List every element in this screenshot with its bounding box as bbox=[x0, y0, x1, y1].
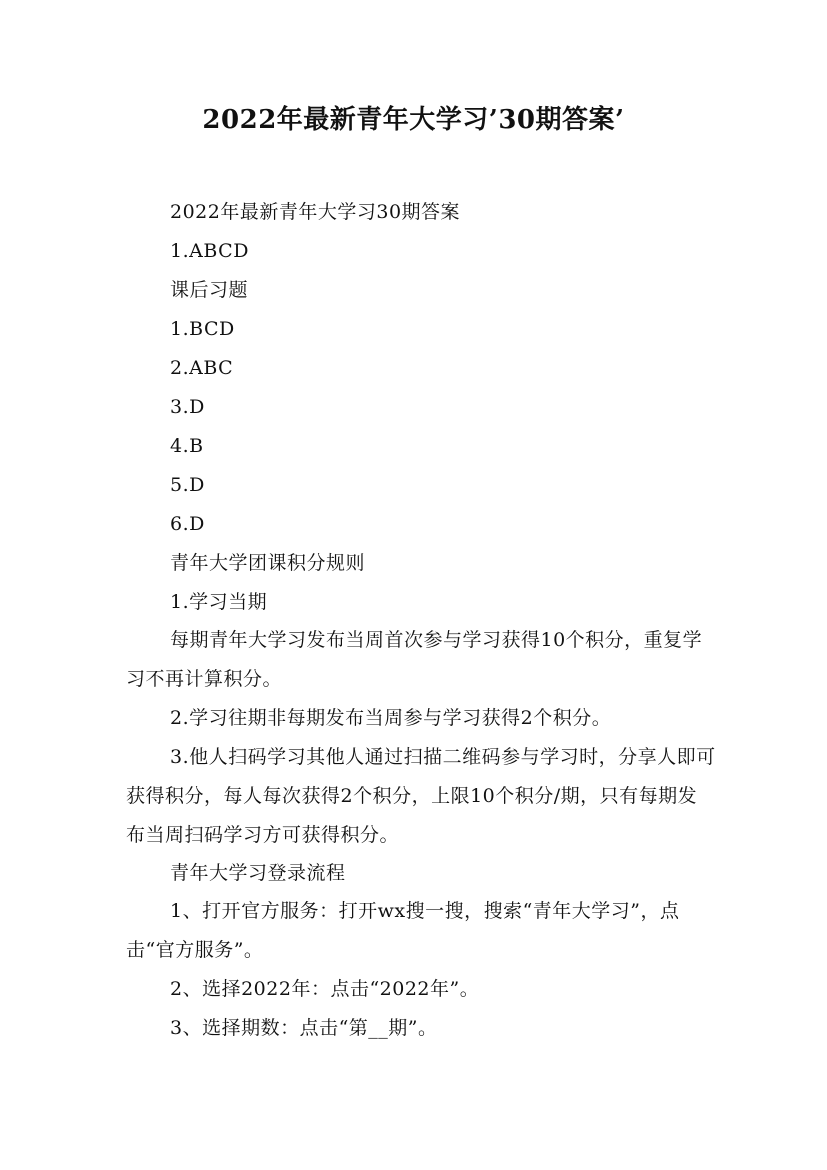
exercise-3: 3.D bbox=[170, 396, 205, 418]
rule-2: 2.学习往期非每期发布当周参与学习获得2个积分。 bbox=[170, 707, 612, 729]
exercise-5: 5.D bbox=[170, 474, 205, 496]
section-login: 青年大学习登录流程 bbox=[170, 862, 346, 884]
rule-1-heading: 1.学习当期 bbox=[170, 591, 268, 613]
exercise-1: 1.BCD bbox=[170, 318, 235, 340]
subtitle: 2022年最新青年大学习30期答案 bbox=[170, 201, 461, 223]
exercise-4: 4.B bbox=[170, 435, 204, 457]
step-3: 3、选择期数：点击“第__期”。 bbox=[170, 1017, 438, 1039]
rule-1-body: 每期青年大学习发布当周首次参与学习获得10个积分，重复学习不再计算积分。 bbox=[126, 629, 703, 690]
document-title: 2022年最新青年大学习’30期答案’ bbox=[202, 105, 625, 135]
answer-1: 1.ABCD bbox=[170, 240, 249, 262]
step-2: 2、选择2022年：点击“2022年”。 bbox=[170, 978, 480, 1000]
section-exercises: 课后习题 bbox=[170, 279, 249, 301]
section-rules: 青年大学团课积分规则 bbox=[170, 552, 366, 574]
exercise-6: 6.D bbox=[170, 513, 205, 535]
step-1: 1、打开官方服务：打开wx搜一搜，搜索“青年大学习”，点击“官方服务”。 bbox=[126, 900, 680, 961]
rule-3: 3.他人扫码学习其他人通过扫描二维码参与学习时，分享人即可获得积分，每人每次获得2个积分，上限10个积分/期，只有每期发布当周扫码学习方可获得积分。 bbox=[126, 746, 716, 846]
exercise-2: 2.ABC bbox=[170, 357, 234, 379]
